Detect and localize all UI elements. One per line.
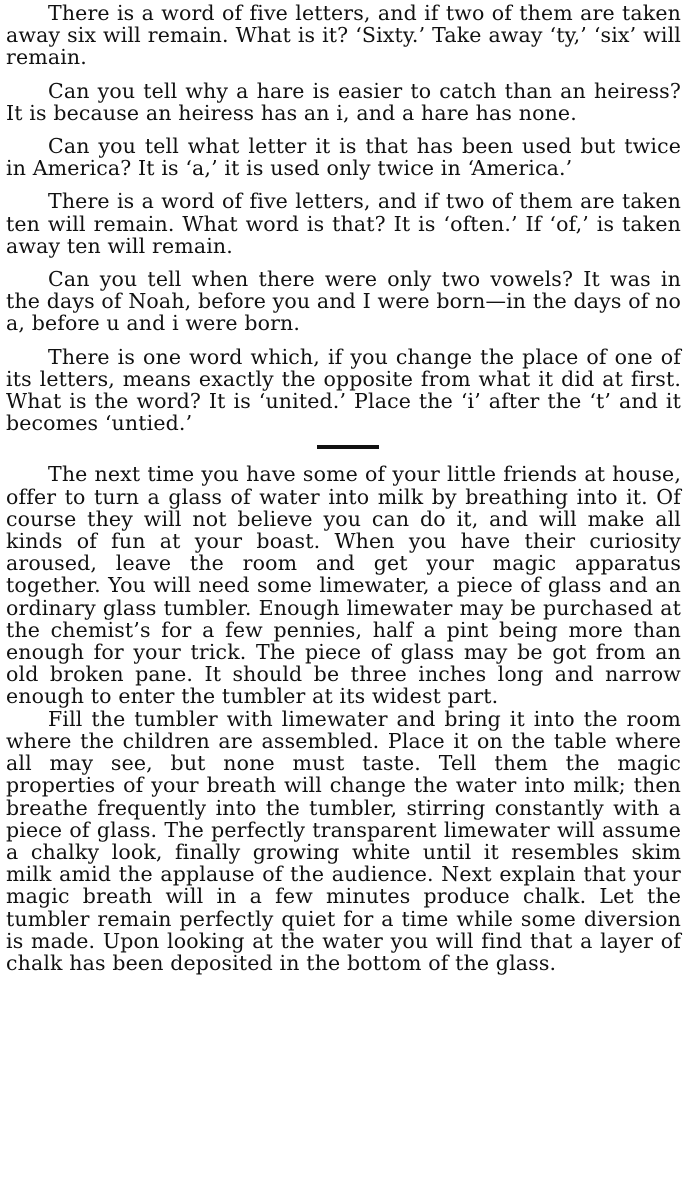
riddle-paragraph: Can you tell what letter it is that has been used but twice in America? It is ‘a,’ it is used only twice in ‘America.’ xyxy=(6,134,681,181)
trick-paragraph: The next time you have some of your little friends at house, offer to turn a glass of water into milk by breathing into it. Of course they will not believe you can do it, and will make all kinds of fun at your boast. When you have their curiosity aroused, leave the room and get your magic apparatus together. You will need some limewater, a piece of glass and an ordinary glass tumbler. Enough limewater may be purchased at the chemist’s for a few pennies, half a pint being more than enough for your trick. The piece of glass may be got from an old broken pane. It should be three inches long and narrow enough to enter the tumbler at its widest part. xyxy=(6,462,681,709)
riddle-paragraph: Can you tell when there were only two vowels? It was in the days of Noah, before you and I were born—in the days of no a, before u and i were born. xyxy=(6,267,681,336)
riddle-paragraph: There is one word which, if you change the place of one of its letters, means exactly the opposite from what it did at first. What is the word? It is ‘united.’ Place the ‘i’ after the ‘t’ and it becomes ‘untied.’ xyxy=(6,344,681,436)
riddle-paragraph: Can you tell why a hare is easier to catch than an heiress? It is because an heiress has an i, and a hare has none. xyxy=(6,78,681,125)
riddle-paragraph: There is a word of five letters, and if two of them are taken ten will remain. What word is that? It is ‘often.’ If ‘of,’ is taken away ten will remain. xyxy=(6,189,681,258)
magic-trick-section xyxy=(6,463,681,974)
section-divider xyxy=(317,445,379,449)
riddles-section xyxy=(6,2,681,434)
riddle-paragraph: There is a word of five letters, and if two of them are taken away six will remain. What is it? ‘Sixty.’ Take away ‘ty,’ ‘six’ will remain. xyxy=(6,1,681,70)
trick-paragraph: Fill the tumbler with limewater and bring it into the room where the children are assembled. Place it on the table where all may see, but none must taste. Tell them the magic properties of your breath will change the water into milk; then breathe frequently into the tumbler, stirring constantly with a piece of glass. The perfectly transparent limewater will assume a chalky look, finally growing white until it resembles skim milk amid the applause of the audience. Next explain that your magic breath will in a few minutes produce chalk. Let the tumbler remain perfectly quiet for a time while some diversion is made. Upon looking at the water you will find that a layer of chalk has been deposited in the bottom of the glass. xyxy=(6,706,681,975)
